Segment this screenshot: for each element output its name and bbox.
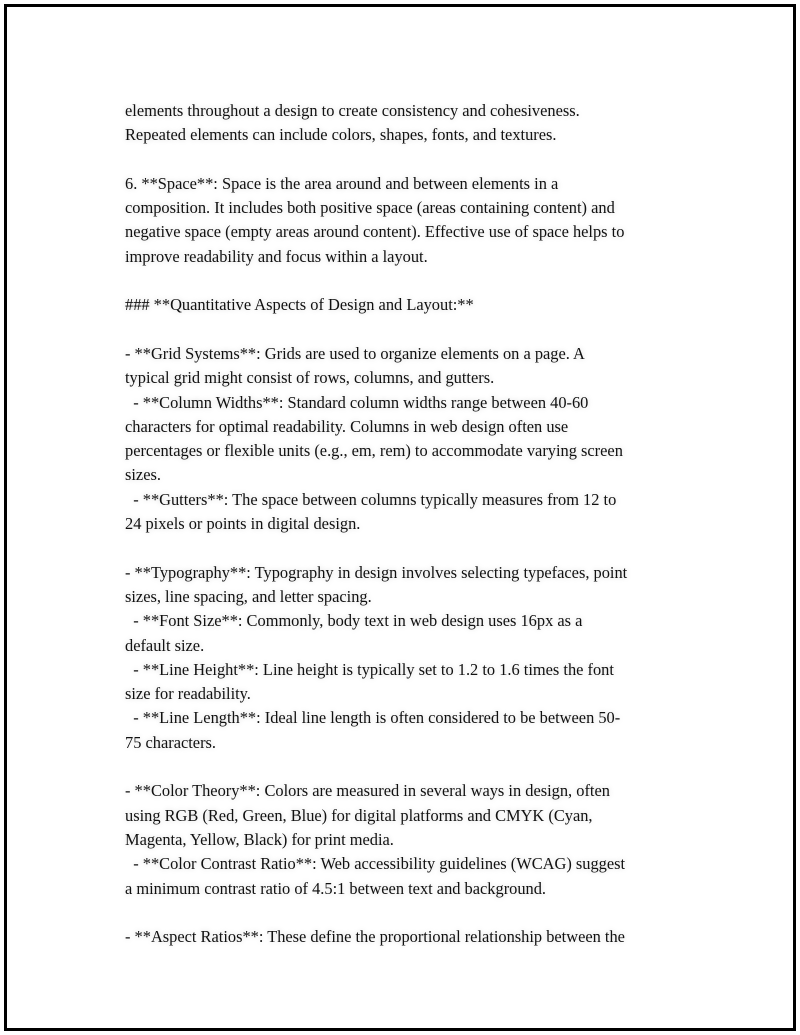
text-line: a minimum contrast ratio of 4.5:1 between text and background. — [125, 878, 547, 898]
text-line: - **Gutters**: The space between columns typically measures from 12 to — [125, 489, 617, 509]
text-line: - **Line Height**: Line height is typically set to 1.2 to 1.6 times the font — [125, 659, 614, 679]
text-line: size for readability. — [125, 684, 251, 704]
document-body — [125, 99, 700, 949]
text-line: - **Font Size**: Commonly, body text in web design uses 16px as a — [125, 611, 583, 631]
text-line: - **Color Theory**: Colors are measured in several ways in design, often — [125, 781, 610, 801]
page-frame — [4, 4, 796, 1031]
blank-line — [125, 269, 700, 293]
section-heading: ### **Quantitative Aspects of Design and Layout:** — [125, 295, 474, 315]
text-line: 6. **Space**: Space is the area around and between elements in a — [125, 173, 559, 193]
text-line: negative space (empty areas around content). Effective use of space helps to — [125, 222, 625, 242]
blank-line — [125, 901, 700, 925]
blank-line — [125, 755, 700, 779]
text-line: sizes. — [125, 465, 161, 485]
text-line: characters for optimal readability. Columns in web design often use — [125, 416, 569, 436]
text-line: elements throughout a design to create consistency and cohesiveness. — [125, 101, 580, 120]
text-line: composition. It includes both positive space (areas containing content) and — [125, 198, 615, 218]
text-line: typical grid might consist of rows, columns, and gutters. — [125, 368, 495, 388]
text-line: Magenta, Yellow, Black) for print media. — [125, 829, 394, 849]
text-line: default size. — [125, 635, 205, 655]
blank-line — [125, 318, 700, 342]
text-line: - **Color Contrast Ratio**: Web accessibility guidelines (WCAG) suggest — [125, 854, 626, 874]
blank-line — [125, 536, 700, 560]
text-line: Repeated elements can include colors, shapes, fonts, and textures. — [125, 125, 557, 145]
text-line: improve readability and focus within a layout. — [125, 246, 428, 266]
text-line: - **Line Length**: Ideal line length is often considered to be between 50- — [125, 708, 621, 728]
text-line: - **Column Widths**: Standard column widths range between 40-60 — [125, 392, 589, 412]
text-line: 24 pixels or points in digital design. — [125, 514, 361, 534]
blank-line — [125, 148, 700, 172]
text-line: - **Aspect Ratios**: These define the proportional relationship between the — [125, 927, 625, 947]
text-line: - **Grid Systems**: Grids are used to organize elements on a page. A — [125, 343, 585, 363]
text-line: percentages or flexible units (e.g., em, rem) to accommodate varying screen — [125, 441, 623, 461]
text-line: sizes, line spacing, and letter spacing. — [125, 586, 372, 606]
text-line: 75 characters. — [125, 732, 217, 752]
text-line: - **Typography**: Typography in design involves selecting typefaces, point — [125, 562, 628, 582]
text-line: using RGB (Red, Green, Blue) for digital platforms and CMYK (Cyan, — [125, 805, 593, 825]
